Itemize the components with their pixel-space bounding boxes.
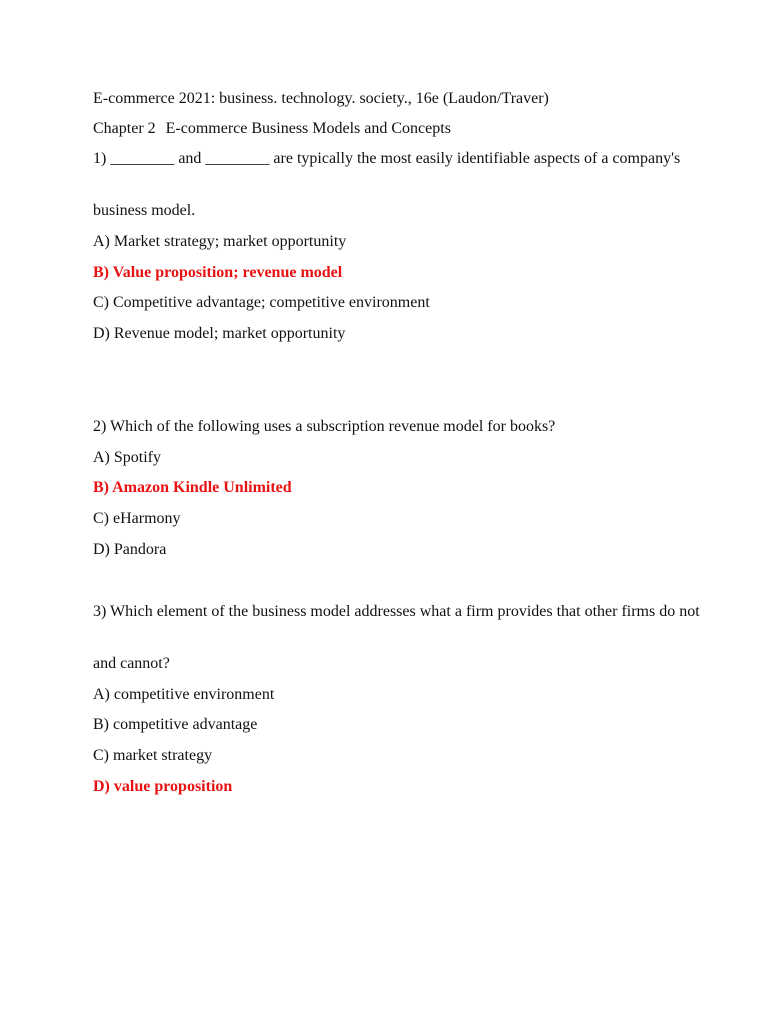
question-3-option-c: C) market strategy — [93, 747, 213, 764]
question-2-option-b-correct: B) Amazon Kindle Unlimited — [93, 479, 292, 496]
chapter-title: E-commerce Business Models and Concepts — [165, 120, 451, 137]
question-1-option-d: D) Revenue model; market opportunity — [93, 325, 346, 342]
question-1-option-a: A) Market strategy; market opportunity — [93, 233, 347, 250]
question-2-stem: 2) Which of the following uses a subscription revenue model for books? — [93, 418, 556, 435]
question-3-option-b: B) competitive advantage — [93, 716, 258, 733]
question-2-option-d: D) Pandora — [93, 541, 167, 558]
question-1-option-c: C) Competitive advantage; competitive environment — [93, 294, 430, 311]
question-3-stem-continued: and cannot? — [93, 655, 170, 672]
question-3-stem: 3) Which element of the business model addresses what a firm provides that other firms do not — [93, 603, 700, 620]
question-1-stem: 1) ________ and ________ are typically the most easily identifiable aspects of a company's — [93, 150, 681, 167]
book-title: E-commerce 2021: business. technology. society., 16e (Laudon/Traver) — [93, 90, 549, 107]
question-2-option-a: A) Spotify — [93, 449, 161, 466]
question-2-option-c: C) eHarmony — [93, 510, 181, 527]
question-1-option-b-correct: B) Value proposition; revenue model — [93, 264, 343, 281]
chapter-label: Chapter 2 — [93, 120, 156, 137]
question-1-stem-continued: business model. — [93, 202, 196, 219]
question-3-option-a: A) competitive environment — [93, 686, 275, 703]
question-3-option-d-correct: D) value proposition — [93, 778, 233, 795]
chapter-heading — [93, 118, 708, 139]
